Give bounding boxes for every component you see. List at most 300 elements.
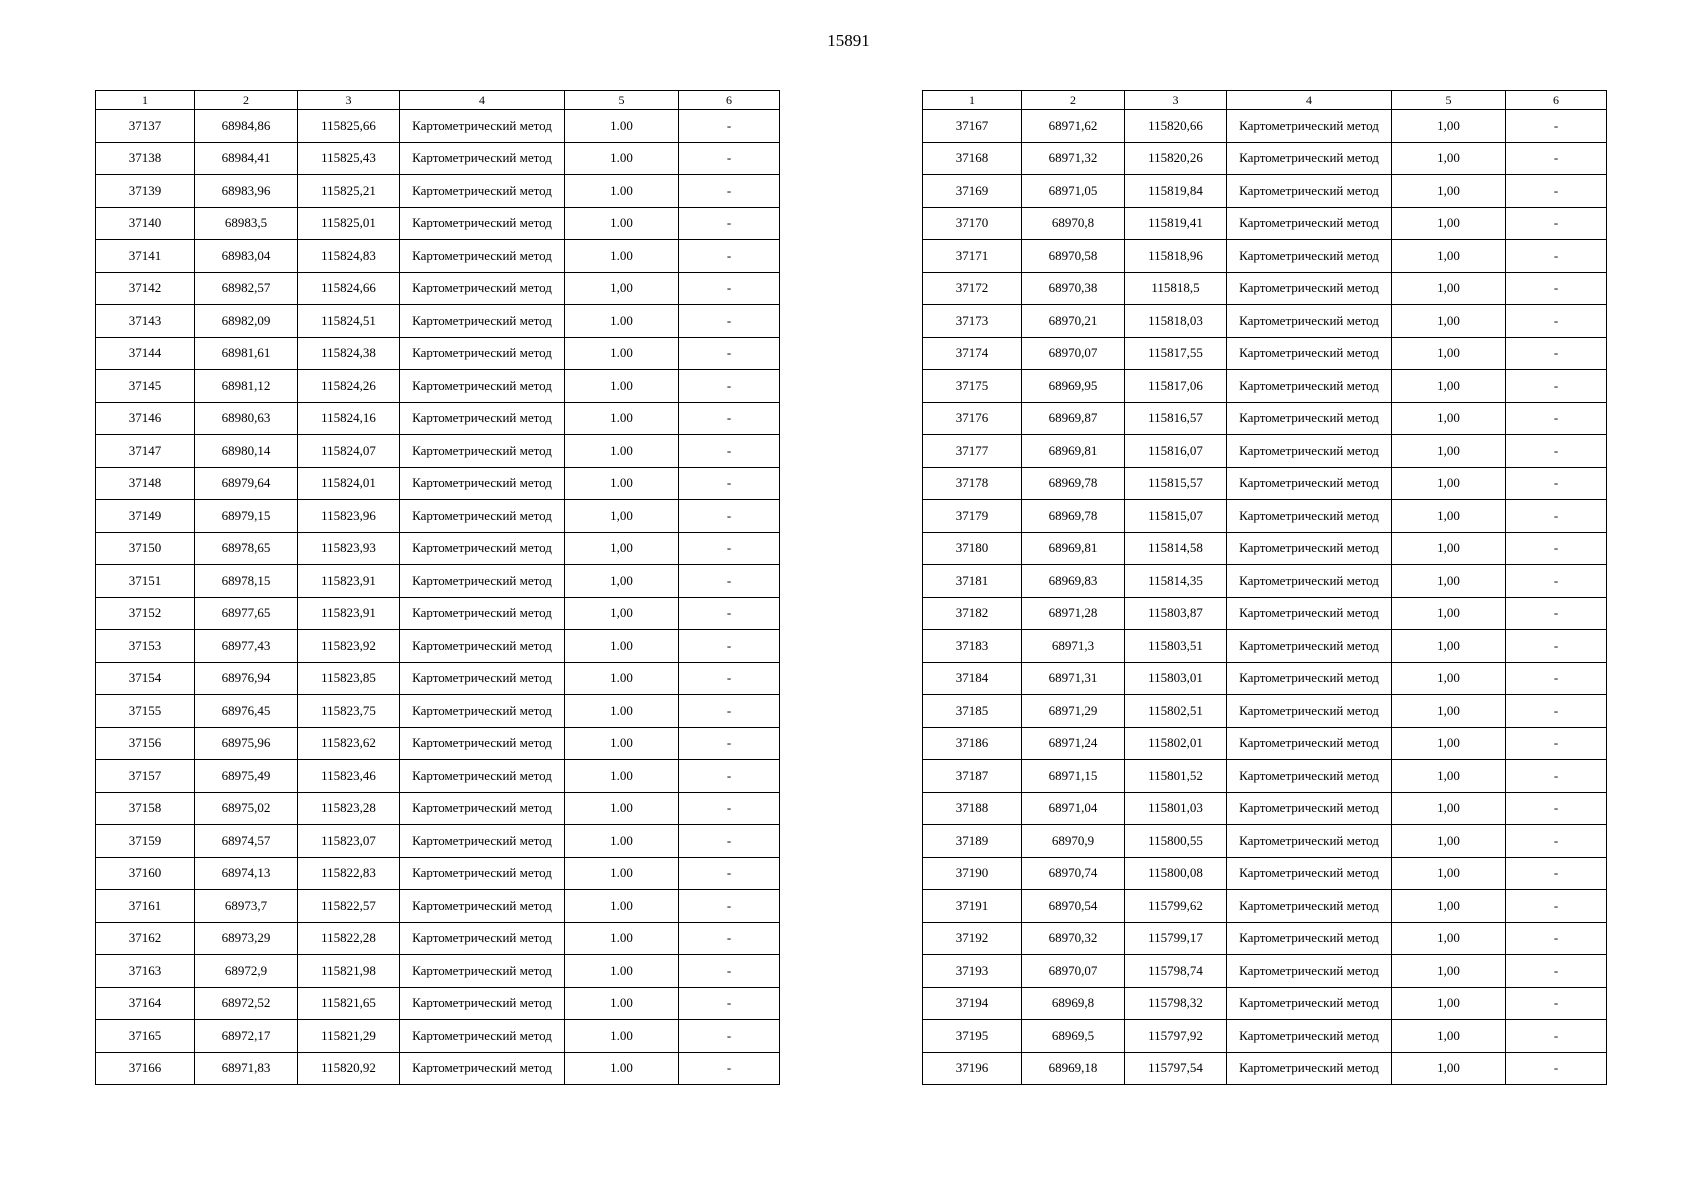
method-cell: Картометрический метод: [1227, 1020, 1392, 1053]
note-cell: -: [1506, 435, 1607, 468]
method-cell: Картометрический метод: [400, 630, 565, 663]
accuracy-cell: 1.00: [565, 175, 679, 208]
note-cell: -: [1506, 370, 1607, 403]
note-cell: -: [679, 662, 780, 695]
table-row: [96, 565, 780, 598]
table-row: [96, 630, 780, 663]
point-number-cell: 37190: [923, 857, 1022, 890]
table-row: [96, 110, 780, 143]
point-number-cell: 37145: [96, 370, 195, 403]
accuracy-cell: 1.00: [565, 435, 679, 468]
point-number-cell: 37192: [923, 922, 1022, 955]
table-row: [923, 792, 1607, 825]
x-coordinate-cell: 68972,9: [195, 955, 298, 988]
y-coordinate-cell: 115824,07: [298, 435, 400, 468]
accuracy-cell: 1,00: [1392, 337, 1506, 370]
method-cell: Картометрический метод: [1227, 662, 1392, 695]
x-coordinate-cell: 68975,02: [195, 792, 298, 825]
table-row: [96, 240, 780, 273]
x-coordinate-cell: 68970,8: [1022, 207, 1125, 240]
point-number-cell: 37185: [923, 695, 1022, 728]
accuracy-cell: 1,00: [1392, 955, 1506, 988]
x-coordinate-cell: 68969,78: [1022, 467, 1125, 500]
y-coordinate-cell: 115817,55: [1125, 337, 1227, 370]
point-number-cell: 37139: [96, 175, 195, 208]
point-number-cell: 37149: [96, 500, 195, 533]
accuracy-cell: 1,00: [1392, 662, 1506, 695]
y-coordinate-cell: 115815,07: [1125, 500, 1227, 533]
note-cell: -: [679, 110, 780, 143]
point-number-cell: 37147: [96, 435, 195, 468]
y-coordinate-cell: 115800,55: [1125, 825, 1227, 858]
method-cell: Картометрический метод: [400, 435, 565, 468]
note-cell: -: [1506, 565, 1607, 598]
x-coordinate-cell: 68983,04: [195, 240, 298, 273]
y-coordinate-cell: 115823,75: [298, 695, 400, 728]
x-coordinate-cell: 68970,58: [1022, 240, 1125, 273]
accuracy-cell: 1.00: [565, 1052, 679, 1085]
method-cell: Картометрический метод: [1227, 305, 1392, 338]
note-cell: -: [679, 467, 780, 500]
y-coordinate-cell: 115821,65: [298, 987, 400, 1020]
note-cell: -: [679, 857, 780, 890]
method-cell: Картометрический метод: [1227, 110, 1392, 143]
table-row: [923, 922, 1607, 955]
x-coordinate-cell: 68971,62: [1022, 110, 1125, 143]
method-cell: Картометрический метод: [1227, 922, 1392, 955]
note-cell: -: [679, 987, 780, 1020]
note-cell: -: [679, 1020, 780, 1053]
method-cell: Картометрический метод: [1227, 695, 1392, 728]
table-row: [923, 467, 1607, 500]
x-coordinate-cell: 68971,24: [1022, 727, 1125, 760]
y-coordinate-cell: 115819,84: [1125, 175, 1227, 208]
accuracy-cell: 1.00: [565, 695, 679, 728]
y-coordinate-cell: 115823,96: [298, 500, 400, 533]
method-cell: Картометрический метод: [400, 727, 565, 760]
accuracy-cell: 1,00: [1392, 630, 1506, 663]
note-cell: -: [1506, 630, 1607, 663]
y-coordinate-cell: 115800,08: [1125, 857, 1227, 890]
note-cell: -: [1506, 597, 1607, 630]
x-coordinate-cell: 68971,04: [1022, 792, 1125, 825]
point-number-cell: 37191: [923, 890, 1022, 923]
table-row: [923, 305, 1607, 338]
method-cell: Картометрический метод: [400, 1020, 565, 1053]
accuracy-cell: 1,00: [1392, 1020, 1506, 1053]
x-coordinate-cell: 68973,7: [195, 890, 298, 923]
table-row: [923, 240, 1607, 273]
x-coordinate-cell: 68982,09: [195, 305, 298, 338]
table-row: [96, 922, 780, 955]
y-coordinate-cell: 115801,03: [1125, 792, 1227, 825]
table-header: [96, 91, 780, 110]
method-cell: Картометрический метод: [1227, 890, 1392, 923]
accuracy-cell: 1.00: [565, 240, 679, 273]
point-number-cell: 37173: [923, 305, 1022, 338]
accuracy-cell: 1.00: [565, 1020, 679, 1053]
y-coordinate-cell: 115825,43: [298, 142, 400, 175]
x-coordinate-cell: 68974,13: [195, 857, 298, 890]
x-coordinate-cell: 68979,15: [195, 500, 298, 533]
header-row: [96, 91, 780, 110]
point-number-cell: 37156: [96, 727, 195, 760]
point-number-cell: 37152: [96, 597, 195, 630]
accuracy-cell: 1,00: [1392, 695, 1506, 728]
accuracy-cell: 1.00: [565, 727, 679, 760]
note-cell: -: [679, 240, 780, 273]
y-coordinate-cell: 115824,01: [298, 467, 400, 500]
note-cell: -: [1506, 695, 1607, 728]
point-number-cell: 37165: [96, 1020, 195, 1053]
accuracy-cell: 1,00: [1392, 500, 1506, 533]
table-row: [96, 857, 780, 890]
method-cell: Картометрический метод: [400, 142, 565, 175]
table-row: [96, 272, 780, 305]
page-number: 15891: [827, 31, 870, 50]
note-cell: -: [1506, 305, 1607, 338]
x-coordinate-cell: 68975,49: [195, 760, 298, 793]
y-coordinate-cell: 115823,91: [298, 565, 400, 598]
note-cell: -: [1506, 922, 1607, 955]
note-cell: -: [1506, 110, 1607, 143]
method-cell: Картометрический метод: [400, 890, 565, 923]
column-header: 1: [96, 91, 195, 110]
point-number-cell: 37179: [923, 500, 1022, 533]
point-number-cell: 37188: [923, 792, 1022, 825]
point-number-cell: 37140: [96, 207, 195, 240]
table-row: [96, 175, 780, 208]
x-coordinate-cell: 68971,28: [1022, 597, 1125, 630]
y-coordinate-cell: 115815,57: [1125, 467, 1227, 500]
accuracy-cell: 1.00: [565, 337, 679, 370]
method-cell: Картометрический метод: [400, 792, 565, 825]
method-cell: Картометрический метод: [1227, 792, 1392, 825]
method-cell: Картометрический метод: [1227, 597, 1392, 630]
note-cell: -: [679, 272, 780, 305]
y-coordinate-cell: 115825,21: [298, 175, 400, 208]
note-cell: -: [679, 890, 780, 923]
accuracy-cell: 1,00: [1392, 857, 1506, 890]
point-number-cell: 37154: [96, 662, 195, 695]
table-body: [96, 110, 780, 1085]
x-coordinate-cell: 68970,38: [1022, 272, 1125, 305]
method-cell: Картометрический метод: [400, 662, 565, 695]
method-cell: Картометрический метод: [1227, 532, 1392, 565]
table-row: [923, 857, 1607, 890]
note-cell: -: [1506, 207, 1607, 240]
point-number-cell: 37196: [923, 1052, 1022, 1085]
table-row: [923, 142, 1607, 175]
method-cell: Картометрический метод: [1227, 402, 1392, 435]
table-row: [923, 987, 1607, 1020]
y-coordinate-cell: 115824,51: [298, 305, 400, 338]
note-cell: -: [679, 955, 780, 988]
y-coordinate-cell: 115816,57: [1125, 402, 1227, 435]
method-cell: Картометрический метод: [1227, 142, 1392, 175]
note-cell: -: [1506, 662, 1607, 695]
accuracy-cell: 1.00: [565, 760, 679, 793]
note-cell: -: [1506, 792, 1607, 825]
y-coordinate-cell: 115824,83: [298, 240, 400, 273]
method-cell: Картометрический метод: [1227, 175, 1392, 208]
x-coordinate-cell: 68982,57: [195, 272, 298, 305]
note-cell: -: [679, 435, 780, 468]
note-cell: -: [679, 630, 780, 663]
point-number-cell: 37144: [96, 337, 195, 370]
table-row: [923, 662, 1607, 695]
x-coordinate-cell: 68971,32: [1022, 142, 1125, 175]
note-cell: -: [679, 500, 780, 533]
method-cell: Картометрический метод: [1227, 987, 1392, 1020]
point-number-cell: 37171: [923, 240, 1022, 273]
y-coordinate-cell: 115797,54: [1125, 1052, 1227, 1085]
table-row: [923, 565, 1607, 598]
point-number-cell: 37168: [923, 142, 1022, 175]
note-cell: -: [1506, 857, 1607, 890]
table-row: [923, 630, 1607, 663]
table-row: [96, 402, 780, 435]
accuracy-cell: 1,00: [1392, 435, 1506, 468]
table-row: [923, 890, 1607, 923]
accuracy-cell: 1,00: [1392, 565, 1506, 598]
y-coordinate-cell: 115820,66: [1125, 110, 1227, 143]
x-coordinate-cell: 68969,5: [1022, 1020, 1125, 1053]
accuracy-cell: 1,00: [1392, 1052, 1506, 1085]
point-number-cell: 37187: [923, 760, 1022, 793]
y-coordinate-cell: 115818,96: [1125, 240, 1227, 273]
note-cell: -: [1506, 402, 1607, 435]
point-number-cell: 37159: [96, 825, 195, 858]
y-coordinate-cell: 115814,35: [1125, 565, 1227, 598]
table-row: [923, 402, 1607, 435]
point-number-cell: 37184: [923, 662, 1022, 695]
accuracy-cell: 1,00: [565, 532, 679, 565]
table-row: [96, 305, 780, 338]
point-number-cell: 37172: [923, 272, 1022, 305]
accuracy-cell: 1,00: [565, 272, 679, 305]
point-number-cell: 37155: [96, 695, 195, 728]
method-cell: Картометрический метод: [400, 922, 565, 955]
note-cell: -: [679, 370, 780, 403]
table-row: [923, 272, 1607, 305]
table-row: [96, 435, 780, 468]
y-coordinate-cell: 115824,26: [298, 370, 400, 403]
y-coordinate-cell: 115817,06: [1125, 370, 1227, 403]
y-coordinate-cell: 115799,17: [1125, 922, 1227, 955]
point-number-cell: 37195: [923, 1020, 1022, 1053]
note-cell: -: [679, 792, 780, 825]
point-number-cell: 37167: [923, 110, 1022, 143]
y-coordinate-cell: 115802,51: [1125, 695, 1227, 728]
table-row: [96, 370, 780, 403]
x-coordinate-cell: 68983,5: [195, 207, 298, 240]
table-row: [923, 1052, 1607, 1085]
method-cell: Картометрический метод: [1227, 760, 1392, 793]
note-cell: -: [1506, 955, 1607, 988]
method-cell: Картометрический метод: [1227, 272, 1392, 305]
y-coordinate-cell: 115824,66: [298, 272, 400, 305]
accuracy-cell: 1.00: [565, 110, 679, 143]
x-coordinate-cell: 68970,9: [1022, 825, 1125, 858]
y-coordinate-cell: 115823,62: [298, 727, 400, 760]
table-row: [923, 207, 1607, 240]
y-coordinate-cell: 115823,91: [298, 597, 400, 630]
accuracy-cell: 1.00: [565, 987, 679, 1020]
point-number-cell: 37162: [96, 922, 195, 955]
point-number-cell: 37153: [96, 630, 195, 663]
x-coordinate-cell: 68979,64: [195, 467, 298, 500]
y-coordinate-cell: 115819,41: [1125, 207, 1227, 240]
point-number-cell: 37189: [923, 825, 1022, 858]
x-coordinate-cell: 68975,96: [195, 727, 298, 760]
table-row: [96, 662, 780, 695]
note-cell: -: [679, 175, 780, 208]
table-row: [96, 467, 780, 500]
accuracy-cell: 1.00: [565, 142, 679, 175]
note-cell: -: [1506, 890, 1607, 923]
note-cell: -: [1506, 500, 1607, 533]
method-cell: Картометрический метод: [1227, 955, 1392, 988]
accuracy-cell: 1,00: [1392, 467, 1506, 500]
x-coordinate-cell: 68980,14: [195, 435, 298, 468]
point-number-cell: 37170: [923, 207, 1022, 240]
accuracy-cell: 1,00: [1392, 272, 1506, 305]
note-cell: -: [1506, 987, 1607, 1020]
point-number-cell: 37166: [96, 1052, 195, 1085]
table-row: [923, 760, 1607, 793]
accuracy-cell: 1.00: [565, 662, 679, 695]
accuracy-cell: 1,00: [565, 565, 679, 598]
method-cell: Картометрический метод: [400, 272, 565, 305]
table-row: [923, 1020, 1607, 1053]
accuracy-cell: 1,00: [1392, 142, 1506, 175]
y-coordinate-cell: 115820,92: [298, 1052, 400, 1085]
table-row: [923, 727, 1607, 760]
method-cell: Картометрический метод: [400, 337, 565, 370]
method-cell: Картометрический метод: [1227, 435, 1392, 468]
note-cell: -: [679, 532, 780, 565]
x-coordinate-cell: 68969,83: [1022, 565, 1125, 598]
y-coordinate-cell: 115803,01: [1125, 662, 1227, 695]
accuracy-cell: 1.00: [565, 890, 679, 923]
y-coordinate-cell: 115803,51: [1125, 630, 1227, 663]
method-cell: Картометрический метод: [1227, 240, 1392, 273]
accuracy-cell: 1,00: [1392, 240, 1506, 273]
method-cell: Картометрический метод: [1227, 857, 1392, 890]
y-coordinate-cell: 115822,83: [298, 857, 400, 890]
note-cell: -: [1506, 1052, 1607, 1085]
table-row: [96, 142, 780, 175]
column-header: 1: [923, 91, 1022, 110]
table-row: [96, 987, 780, 1020]
x-coordinate-cell: 68981,12: [195, 370, 298, 403]
table-row: [923, 337, 1607, 370]
note-cell: -: [679, 565, 780, 598]
table-row: [96, 207, 780, 240]
accuracy-cell: 1,00: [565, 597, 679, 630]
method-cell: Картометрический метод: [1227, 630, 1392, 663]
table-row: [923, 825, 1607, 858]
x-coordinate-cell: 68970,54: [1022, 890, 1125, 923]
note-cell: -: [1506, 1020, 1607, 1053]
point-number-cell: 37148: [96, 467, 195, 500]
note-cell: -: [679, 1052, 780, 1085]
accuracy-cell: 1,00: [1392, 532, 1506, 565]
method-cell: Картометрический метод: [400, 857, 565, 890]
point-number-cell: 37150: [96, 532, 195, 565]
x-coordinate-cell: 68977,65: [195, 597, 298, 630]
accuracy-cell: 1.00: [565, 922, 679, 955]
note-cell: -: [1506, 760, 1607, 793]
table-row: [96, 1020, 780, 1053]
y-coordinate-cell: 115825,66: [298, 110, 400, 143]
y-coordinate-cell: 115823,07: [298, 825, 400, 858]
accuracy-cell: 1,00: [1392, 825, 1506, 858]
note-cell: -: [1506, 825, 1607, 858]
method-cell: Картометрический метод: [400, 110, 565, 143]
x-coordinate-cell: 68976,94: [195, 662, 298, 695]
y-coordinate-cell: 115825,01: [298, 207, 400, 240]
x-coordinate-cell: 68980,63: [195, 402, 298, 435]
accuracy-cell: 1,00: [1392, 890, 1506, 923]
method-cell: Картометрический метод: [400, 240, 565, 273]
accuracy-cell: 1.00: [565, 825, 679, 858]
y-coordinate-cell: 115821,29: [298, 1020, 400, 1053]
coordinates-table-left: [95, 90, 780, 1085]
y-coordinate-cell: 115798,74: [1125, 955, 1227, 988]
column-header: 6: [1506, 91, 1607, 110]
accuracy-cell: 1,00: [1392, 207, 1506, 240]
table-row: [96, 955, 780, 988]
accuracy-cell: 1.00: [565, 630, 679, 663]
accuracy-cell: 1,00: [1392, 922, 1506, 955]
accuracy-cell: 1.00: [565, 955, 679, 988]
method-cell: Картометрический метод: [400, 987, 565, 1020]
point-number-cell: 37164: [96, 987, 195, 1020]
x-coordinate-cell: 68976,45: [195, 695, 298, 728]
point-number-cell: 37182: [923, 597, 1022, 630]
x-coordinate-cell: 68970,07: [1022, 337, 1125, 370]
point-number-cell: 37138: [96, 142, 195, 175]
method-cell: Картометрический метод: [400, 565, 565, 598]
x-coordinate-cell: 68973,29: [195, 922, 298, 955]
accuracy-cell: 1.00: [565, 207, 679, 240]
x-coordinate-cell: 68972,17: [195, 1020, 298, 1053]
y-coordinate-cell: 115820,26: [1125, 142, 1227, 175]
accuracy-cell: 1,00: [1392, 727, 1506, 760]
table-row: [923, 175, 1607, 208]
y-coordinate-cell: 115823,28: [298, 792, 400, 825]
table-row: [96, 532, 780, 565]
coordinates-table-right: [922, 90, 1607, 1085]
x-coordinate-cell: 68969,18: [1022, 1052, 1125, 1085]
x-coordinate-cell: 68971,29: [1022, 695, 1125, 728]
table-row: [923, 110, 1607, 143]
x-coordinate-cell: 68984,41: [195, 142, 298, 175]
column-header: 4: [400, 91, 565, 110]
table-row: [96, 1052, 780, 1085]
table-row: [923, 597, 1607, 630]
point-number-cell: 37163: [96, 955, 195, 988]
table-row: [923, 532, 1607, 565]
table-row: [923, 435, 1607, 468]
column-header: 5: [1392, 91, 1506, 110]
table-row: [923, 695, 1607, 728]
y-coordinate-cell: 115823,85: [298, 662, 400, 695]
x-coordinate-cell: 68984,86: [195, 110, 298, 143]
note-cell: -: [679, 402, 780, 435]
